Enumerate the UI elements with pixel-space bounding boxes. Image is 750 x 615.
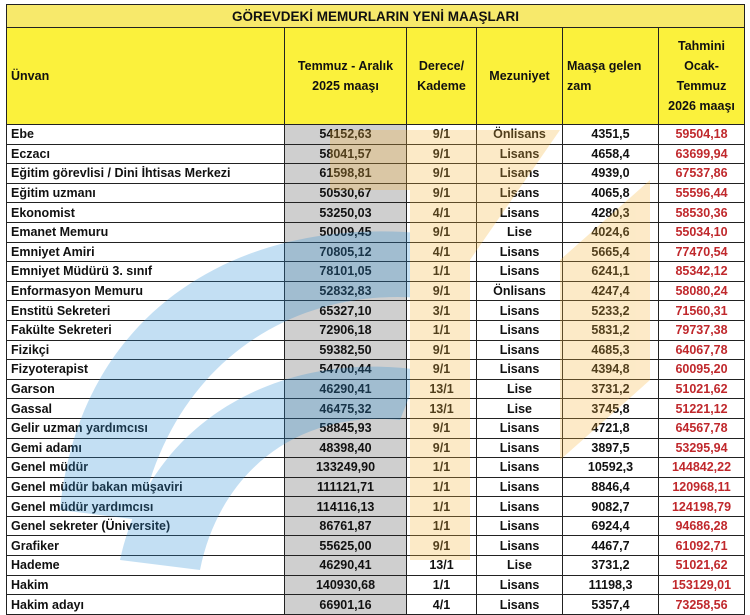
cell-salary-2025: 78101,05 [285,262,407,282]
cell-unvan: Genel müdür bakan müşaviri [7,477,285,497]
header-row [7,28,745,125]
salary-table [6,4,745,615]
header-education: Mezuniyet [477,28,563,125]
cell-estimate-2026: 51021,62 [659,379,745,399]
cell-raise: 3745,8 [563,399,659,419]
table-row [7,556,745,576]
cell-grade: 1/1 [407,477,477,497]
cell-raise: 5233,2 [563,301,659,321]
cell-estimate-2026: 58530,36 [659,203,745,223]
cell-grade: 9/1 [407,222,477,242]
cell-salary-2025: 52832,83 [285,281,407,301]
cell-unvan: Ekonomist [7,203,285,223]
cell-grade: 3/1 [407,301,477,321]
cell-education: Lisans [477,360,563,380]
cell-grade: 4/1 [407,595,477,615]
cell-grade: 9/1 [407,144,477,164]
cell-unvan: Genel müdür [7,458,285,478]
table-row [7,418,745,438]
cell-estimate-2026: 67537,86 [659,164,745,184]
cell-education: Lisans [477,164,563,184]
table-row [7,497,745,517]
cell-grade: 1/1 [407,262,477,282]
cell-raise: 3897,5 [563,438,659,458]
cell-education: Lisans [477,477,563,497]
cell-grade: 9/1 [407,183,477,203]
cell-education: Lisans [477,183,563,203]
cell-salary-2025: 54152,63 [285,125,407,145]
cell-estimate-2026: 58080,24 [659,281,745,301]
cell-raise: 4685,3 [563,340,659,360]
cell-unvan: Garson [7,379,285,399]
cell-salary-2025: 59382,50 [285,340,407,360]
cell-grade: 1/1 [407,497,477,517]
header-salary-2025-line2: 2025 maaşı [312,79,379,93]
cell-raise: 4351,5 [563,125,659,145]
cell-raise: 4247,4 [563,281,659,301]
cell-education: Lisans [477,536,563,556]
salary-table-container [6,4,744,615]
cell-estimate-2026: 59504,18 [659,125,745,145]
cell-salary-2025: 58041,57 [285,144,407,164]
cell-raise: 4467,7 [563,536,659,556]
cell-unvan: Fakülte Sekreteri [7,320,285,340]
cell-estimate-2026: 85342,12 [659,262,745,282]
cell-salary-2025: 53250,03 [285,203,407,223]
cell-education: Lisans [477,595,563,615]
table-row [7,399,745,419]
cell-grade: 1/1 [407,320,477,340]
cell-grade: 13/1 [407,379,477,399]
cell-salary-2025: 72906,18 [285,320,407,340]
cell-grade: 9/1 [407,340,477,360]
table-row [7,262,745,282]
table-row [7,281,745,301]
cell-education: Önlisans [477,125,563,145]
cell-grade: 9/1 [407,418,477,438]
cell-grade: 4/1 [407,242,477,262]
cell-unvan: Gemi adamı [7,438,285,458]
cell-grade: 9/1 [407,125,477,145]
cell-estimate-2026: 51221,12 [659,399,745,419]
cell-education: Lisans [477,575,563,595]
header-estimate-line4: 2026 maaşı [668,99,735,113]
cell-salary-2025: 50530,67 [285,183,407,203]
cell-estimate-2026: 53295,94 [659,438,745,458]
cell-salary-2025: 111121,71 [285,477,407,497]
cell-estimate-2026: 94686,28 [659,516,745,536]
cell-unvan: Gelir uzman yardımcısı [7,418,285,438]
cell-unvan: Eczacı [7,144,285,164]
table-row [7,477,745,497]
cell-salary-2025: 46475,32 [285,399,407,419]
cell-raise: 9082,7 [563,497,659,517]
cell-education: Lisans [477,320,563,340]
cell-grade: 1/1 [407,516,477,536]
header-estimate-line2: Ocak- [684,59,719,73]
cell-education: Lisans [477,203,563,223]
cell-education: Lisans [477,340,563,360]
cell-raise: 4721,8 [563,418,659,438]
cell-salary-2025: 48398,40 [285,438,407,458]
cell-grade: 1/1 [407,575,477,595]
cell-estimate-2026: 144842,22 [659,458,745,478]
cell-grade: 9/1 [407,536,477,556]
cell-raise: 11198,3 [563,575,659,595]
cell-unvan: Enformasyon Memuru [7,281,285,301]
cell-education: Lisans [477,438,563,458]
cell-unvan: Emniyet Amiri [7,242,285,262]
cell-education: Önlisans [477,281,563,301]
cell-salary-2025: 54700,44 [285,360,407,380]
cell-unvan: Fizikçi [7,340,285,360]
table-row [7,379,745,399]
cell-grade: 13/1 [407,556,477,576]
cell-education: Lisans [477,262,563,282]
cell-education: Lisans [477,301,563,321]
cell-unvan: Grafiker [7,536,285,556]
cell-unvan: Genel müdür yardımcısı [7,497,285,517]
cell-estimate-2026: 64567,78 [659,418,745,438]
table-row [7,438,745,458]
header-raise-line1: Maaşa gelen [567,59,642,73]
cell-unvan: Genel sekreter (Üniversite) [7,516,285,536]
cell-raise: 3731,2 [563,379,659,399]
cell-education: Lisans [477,242,563,262]
cell-raise: 4658,4 [563,144,659,164]
cell-estimate-2026: 120968,11 [659,477,745,497]
table-row [7,125,745,145]
title-row [7,5,745,28]
header-raise-line2: zam [567,79,592,93]
cell-estimate-2026: 63699,94 [659,144,745,164]
table-row [7,340,745,360]
cell-unvan: Hakim adayı [7,595,285,615]
table-row [7,575,745,595]
cell-raise: 4065,8 [563,183,659,203]
header-estimate-2026 [659,28,745,125]
table-row [7,536,745,556]
cell-unvan: Emniyet Müdürü 3. sınıf [7,262,285,282]
cell-estimate-2026: 64067,78 [659,340,745,360]
table-title: GÖREVDEKİ MEMURLARIN YENİ MAAŞLARI [7,5,745,28]
table-row [7,164,745,184]
cell-grade: 9/1 [407,438,477,458]
cell-estimate-2026: 77470,54 [659,242,745,262]
cell-unvan: Eğitim görevlisi / Dini İhtisas Merkezi [7,164,285,184]
cell-education: Lise [477,222,563,242]
cell-raise: 4939,0 [563,164,659,184]
cell-salary-2025: 86761,87 [285,516,407,536]
cell-estimate-2026: 61092,71 [659,536,745,556]
cell-education: Lisans [477,516,563,536]
cell-raise: 5665,4 [563,242,659,262]
cell-raise: 3731,2 [563,556,659,576]
cell-salary-2025: 46290,41 [285,379,407,399]
header-estimate-line3: Temmuz [676,79,727,93]
cell-raise: 4024,6 [563,222,659,242]
cell-unvan: Gassal [7,399,285,419]
table-row [7,203,745,223]
cell-grade: 1/1 [407,458,477,478]
table-row [7,183,745,203]
cell-unvan: Ebe [7,125,285,145]
cell-estimate-2026: 79737,38 [659,320,745,340]
table-row [7,242,745,262]
cell-estimate-2026: 51021,62 [659,556,745,576]
cell-grade: 9/1 [407,281,477,301]
cell-salary-2025: 140930,68 [285,575,407,595]
table-row [7,516,745,536]
cell-grade: 13/1 [407,399,477,419]
cell-salary-2025: 114116,13 [285,497,407,517]
cell-education: Lisans [477,497,563,517]
cell-salary-2025: 70805,12 [285,242,407,262]
cell-education: Lisans [477,144,563,164]
table-row [7,595,745,615]
cell-raise: 6924,4 [563,516,659,536]
header-estimate-line1: Tahmini [678,39,726,53]
table-row [7,458,745,478]
cell-unvan: Eğitim uzmanı [7,183,285,203]
cell-estimate-2026: 71560,31 [659,301,745,321]
cell-unvan: Hademe [7,556,285,576]
table-row [7,144,745,164]
cell-salary-2025: 66901,16 [285,595,407,615]
cell-estimate-2026: 153129,01 [659,575,745,595]
cell-education: Lisans [477,458,563,478]
cell-unvan: Emanet Memuru [7,222,285,242]
header-salary-2025 [285,28,407,125]
cell-raise: 4394,8 [563,360,659,380]
cell-salary-2025: 55625,00 [285,536,407,556]
table-row [7,360,745,380]
cell-unvan: Fizyoterapist [7,360,285,380]
cell-estimate-2026: 73258,56 [659,595,745,615]
cell-unvan: Enstitü Sekreteri [7,301,285,321]
header-salary-2025-line1: Temmuz - Aralık [297,59,394,73]
table-body [7,125,745,615]
cell-raise: 8846,4 [563,477,659,497]
table-row [7,222,745,242]
cell-raise: 6241,1 [563,262,659,282]
table-row [7,301,745,321]
header-unvan: Ünvan [7,28,285,125]
header-raise [563,28,659,125]
cell-salary-2025: 46290,41 [285,556,407,576]
cell-estimate-2026: 55596,44 [659,183,745,203]
cell-education: Lise [477,399,563,419]
cell-raise: 5831,2 [563,320,659,340]
cell-raise: 4280,3 [563,203,659,223]
cell-grade: 9/1 [407,164,477,184]
cell-salary-2025: 133249,90 [285,458,407,478]
cell-salary-2025: 61598,81 [285,164,407,184]
cell-grade: 9/1 [407,360,477,380]
cell-unvan: Hakim [7,575,285,595]
header-grade [407,28,477,125]
cell-grade: 4/1 [407,203,477,223]
cell-estimate-2026: 55034,10 [659,222,745,242]
cell-estimate-2026: 124198,79 [659,497,745,517]
cell-salary-2025: 58845,93 [285,418,407,438]
cell-education: Lisans [477,418,563,438]
header-grade-line2: Kademe [417,79,466,93]
cell-salary-2025: 65327,10 [285,301,407,321]
cell-education: Lise [477,556,563,576]
cell-raise: 10592,3 [563,458,659,478]
header-grade-line1: Derece/ [418,59,465,73]
cell-raise: 5357,4 [563,595,659,615]
cell-estimate-2026: 60095,20 [659,360,745,380]
cell-salary-2025: 50009,45 [285,222,407,242]
table-row [7,320,745,340]
cell-education: Lise [477,379,563,399]
